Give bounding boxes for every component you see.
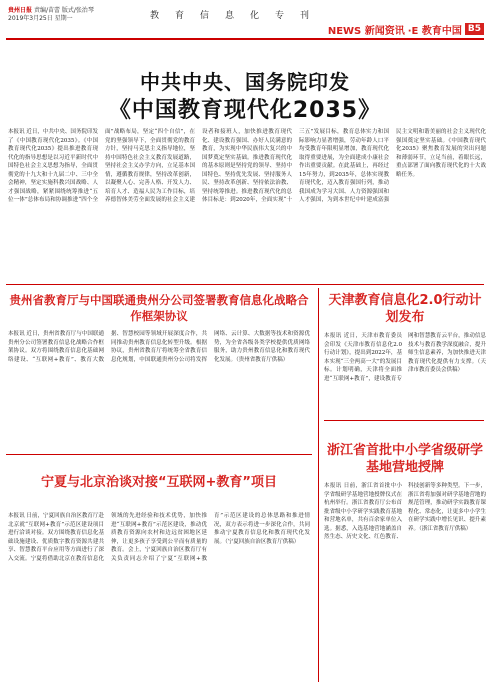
paper-name: 贵州日报	[8, 7, 33, 14]
date-line: 2019年3月25日 星期一	[8, 15, 73, 22]
guizhou-headline: 贵州省教育厅与中国联通贵州分公司签署教育信息化战略合作框架协议	[9, 293, 309, 323]
tianjin-headline: 天津教育信息化2.0行动计划发布	[328, 293, 482, 325]
section-divider	[6, 284, 484, 285]
zhejiang-headline: 浙江省首批中小学省级研学基地营地授牌	[326, 443, 483, 475]
news-label: NEWS 新闻资讯	[327, 25, 405, 37]
page-number: B5	[465, 23, 484, 35]
masthead	[0, 0, 490, 40]
zhejiang-article-body: 本报讯 日前，浙江省首批中小学省级研学基地营地授牌仪式在杭州举行。浙江省教育厅公布首批省级中小学研学实践教育基地和营地名单，共有百余家单位入选。据悉，入选基地营地涵盖自然生态、历史文化、红色教育、科技创新等多种类型。下一步，浙江省将加强对研学基地营地的规范管理，推动研学实践教育课程化、常态化，让更多中小学生在研学实践中增长见识、提升素养。（浙江省教育厅供稿）	[324, 483, 486, 540]
lead-title-line1: 中共中央、国务院印发	[140, 70, 350, 94]
section-name: ·E 教育中国	[407, 25, 462, 37]
guizhou-article-body: 本报讯 近日，贵州省教育厅与中国联通贵州分公司签署教育信息化战略合作框架协议。双方将围绕教育信息化基础网络建设、“互联网+教育”、教育大数据、智慧校园等领域开展深度合作，共同推动贵州教育信息化转型升级。根据协议，贵州省教育厅将统筹全省教育信息化规划，中国联通贵州分公司将发挥网络、云计算、大数据等技术和资源优势，为全省各级各类学校提供优质网络服务，助力贵州教育信息化和教育现代化发展。（贵州省教育厅供稿）	[8, 331, 310, 363]
editor-line: 责编/苗蕾 版式/张治琴	[33, 7, 94, 14]
ningxia-headline: 宁夏与北京治谈对接“互联网+教育”项目	[41, 475, 277, 490]
masthead-motto: 教育信息化专刊	[150, 11, 326, 21]
tianjin-article-body: 本报讯 近日，天津市教育委员会印发《天津市教育信息化2.0行动计划》，提出到2022年，基本实现“三全两高一大”的发展目标。计划明确，天津将全面推进“互联网+教育”，建设教育专网和智慧教育云平台，推动信息技术与教育教学深度融合，提升师生信息素养，为加快推进天津教育现代化提供有力支撑。（天津市教育委员会供稿）	[324, 333, 486, 382]
ningxia-article-body: 本报讯 日前，宁夏回族自治区教育厅赴北京就“互联网+教育”示范区建设项目进行洽谈对接。双方围绕教育信息化基础设施建设、优质数字教育资源共建共享、智慧教育平台应用等方面进行了深入交流。宁夏将借助北京在教育信息化领域的先进经验和技术优势，加快推进“互联网+教育”示范区建设，推动优质教育资源向农村和边远贫困地区延伸，让更多孩子享受到公平而有质量的教育。会上，宁夏回族自治区教育厅有关负责同志介绍了宁夏“互联网+教育”示范区建设的总体思路和推进情况，双方表示将进一步深化合作，共同推动宁夏教育信息化和教育现代化发展。（宁夏回族自治区教育厅供稿）	[8, 513, 310, 562]
lead-article-body: 本报讯 近日，中共中央、国务院印发了《中国教育现代化2035》。《中国教育现代化2035》提出推进教育现代化的指导思想是以习近平新时代中国特色社会主义思想为指导，全面贯彻党的十九大和十九届二中、三中全会精神，坚定实施科教兴国战略、人才强国战略，紧紧围绕统筹推进“五位一体”总体布局和协调推进“四个全面”战略布局，坚定“四个自信”，在党的坚强领导下，全面贯彻党的教育方针，坚持马克思主义指导地位，坚持中国特色社会主义教育发展道路，坚持社会主义办学方向，立足基本国情，遵循教育规律，坚持改革创新，以凝聚人心、完善人格、开发人力、培育人才、造福人民为工作目标，培养德智体美劳全面发展的社会主义建设者和接班人，加快推进教育现代化、建设教育强国、办好人民满意的教育，为实现中华民族伟大复兴的中国梦奠定坚实基础。推进教育现代化的基本原则是坚持党的领导、坚持中国特色、坚持优先发展、坚持服务人民、坚持改革创新、坚持依法治教、坚持统筹推进。推进教育现代化的总体目标是：到2020年，全面实现“十三五”发展目标，教育总体实力和国际影响力显著增强，劳动年龄人口平均受教育年限明显增加，教育现代化取得重要进展，为全面建成小康社会作出重要贡献。在此基础上，再经过15年努力，到2035年，总体实现教育现代化，迈入教育强国行列，推动我国成为学习大国、人力资源强国和人才强国，为到本世纪中叶建成富强民主文明和谐美丽的社会主义现代化强国奠定坚实基础。《中国教育现代化2035》聚焦教育发展的突出问题和薄弱环节，立足当前，着眼长远，重点部署了面向教育现代化的十大战略任务。	[8, 129, 486, 203]
lead-title-line2: 《中国教育现代化2035》	[108, 98, 382, 123]
left-column-divider	[6, 454, 312, 455]
section-header	[328, 22, 484, 36]
masthead-rule	[6, 38, 484, 40]
right-column-divider	[324, 420, 484, 421]
masthead-info	[8, 7, 94, 23]
column-divider	[318, 288, 319, 682]
